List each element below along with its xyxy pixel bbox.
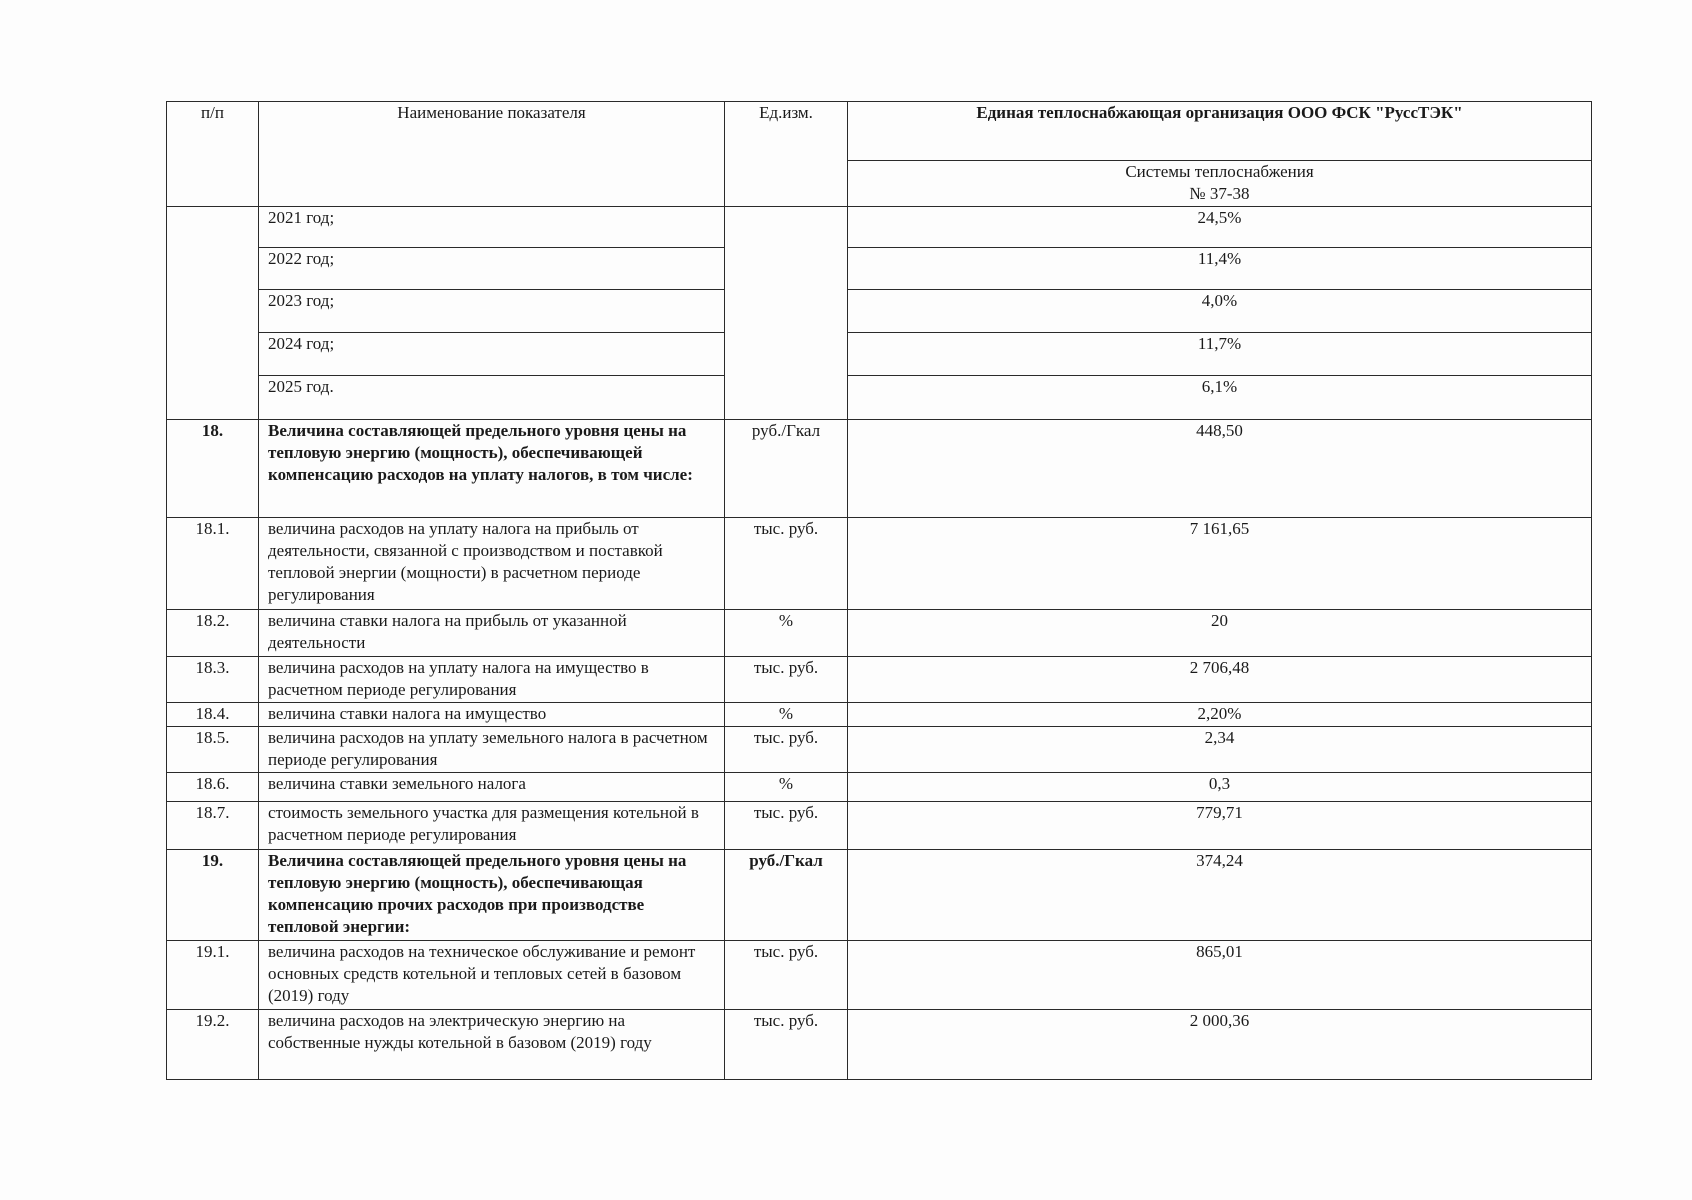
row-unit: тыс. руб. bbox=[725, 941, 848, 1010]
row-num: 18.7. bbox=[167, 802, 259, 850]
table-row bbox=[167, 420, 1592, 518]
row-value: 865,01 bbox=[848, 941, 1592, 1010]
row-name: величина расходов на уплату земельного налога в расчетном периоде регулирования bbox=[259, 727, 725, 773]
year-label: 2023 год; bbox=[259, 290, 725, 333]
row-unit: руб./Гкал bbox=[725, 850, 848, 941]
row-name: стоимость земельного участка для размещения котельной в расчетном периоде регулирования bbox=[259, 802, 725, 850]
row-name: величина расходов на уплату налога на имущество в расчетном периоде регулирования bbox=[259, 657, 725, 703]
table-row bbox=[167, 941, 1592, 1010]
year-value: 24,5% bbox=[848, 207, 1592, 248]
year-label: 2025 год. bbox=[259, 376, 725, 420]
table-row bbox=[167, 802, 1592, 850]
header-org-title: Единая теплоснабжающая организация ООО ФСК "РуссТЭК" bbox=[848, 102, 1592, 161]
table-row bbox=[167, 727, 1592, 773]
row-num: 18. bbox=[167, 420, 259, 518]
row-unit: руб./Гкал bbox=[725, 420, 848, 518]
row-num: 19. bbox=[167, 850, 259, 941]
row-num: 18.3. bbox=[167, 657, 259, 703]
row-name: величина ставки налога на имущество bbox=[259, 703, 725, 727]
table-row bbox=[167, 518, 1592, 610]
row-value: 2,20% bbox=[848, 703, 1592, 727]
row-name: величина ставки налога на прибыль от указанной деятельности bbox=[259, 610, 725, 657]
row-value: 7 161,65 bbox=[848, 518, 1592, 610]
row-name: величина расходов на электрическую энергию на собственные нужды котельной в базовом (2019) году bbox=[259, 1010, 725, 1080]
row-value: 2,34 bbox=[848, 727, 1592, 773]
header-unit: Ед.изм. bbox=[725, 102, 848, 207]
year-rows-unit-cell bbox=[725, 207, 848, 420]
table-row bbox=[167, 850, 1592, 941]
row-name: Величина составляющей предельного уровня цены на тепловую энергию (мощность), обеспечивающая компенсацию прочих расходов при производстве тепловой энергии: bbox=[259, 850, 725, 941]
row-num: 19.2. bbox=[167, 1010, 259, 1080]
row-unit: тыс. руб. bbox=[725, 727, 848, 773]
header-name: Наименование показателя bbox=[259, 102, 725, 207]
row-unit: % bbox=[725, 703, 848, 727]
row-value: 374,24 bbox=[848, 850, 1592, 941]
year-value: 11,4% bbox=[848, 248, 1592, 290]
row-value: 448,50 bbox=[848, 420, 1592, 518]
table-row bbox=[167, 703, 1592, 727]
header-systems bbox=[848, 161, 1592, 207]
year-value: 6,1% bbox=[848, 376, 1592, 420]
row-value: 0,3 bbox=[848, 773, 1592, 802]
row-num: 19.1. bbox=[167, 941, 259, 1010]
year-value: 11,7% bbox=[848, 333, 1592, 376]
row-num: 18.2. bbox=[167, 610, 259, 657]
header-systems-line1: Системы теплоснабжения bbox=[1125, 162, 1314, 181]
year-row bbox=[167, 376, 1592, 420]
year-row bbox=[167, 207, 1592, 248]
header-systems-line2: № 37-38 bbox=[1189, 184, 1250, 203]
row-unit: тыс. руб. bbox=[725, 802, 848, 850]
table-row bbox=[167, 1010, 1592, 1080]
row-num: 18.5. bbox=[167, 727, 259, 773]
year-row bbox=[167, 290, 1592, 333]
row-value: 2 706,48 bbox=[848, 657, 1592, 703]
year-label: 2021 год; bbox=[259, 207, 725, 248]
year-value: 4,0% bbox=[848, 290, 1592, 333]
year-row bbox=[167, 248, 1592, 290]
row-unit: тыс. руб. bbox=[725, 1010, 848, 1080]
row-unit: % bbox=[725, 610, 848, 657]
row-num: 18.6. bbox=[167, 773, 259, 802]
table-row bbox=[167, 657, 1592, 703]
year-row bbox=[167, 333, 1592, 376]
row-name: величина расходов на техническое обслуживание и ремонт основных средств котельной и тепловых сетей в базовом (2019) году bbox=[259, 941, 725, 1010]
year-rows-num-cell bbox=[167, 207, 259, 420]
header-row-1 bbox=[167, 102, 1592, 161]
table-row bbox=[167, 610, 1592, 657]
row-unit: тыс. руб. bbox=[725, 518, 848, 610]
row-unit: % bbox=[725, 773, 848, 802]
row-num: 18.1. bbox=[167, 518, 259, 610]
year-label: 2024 год; bbox=[259, 333, 725, 376]
row-value: 2 000,36 bbox=[848, 1010, 1592, 1080]
table-row bbox=[167, 773, 1592, 802]
row-value: 20 bbox=[848, 610, 1592, 657]
row-name: величина ставки земельного налога bbox=[259, 773, 725, 802]
tariff-table bbox=[166, 101, 1592, 1080]
year-label: 2022 год; bbox=[259, 248, 725, 290]
row-name: Величина составляющей предельного уровня цены на тепловую энергию (мощность), обеспечивающей компенсацию расходов на уплату налогов, в том числе: bbox=[259, 420, 725, 518]
row-name: величина расходов на уплату налога на прибыль от деятельности, связанной с производством и поставкой тепловой энергии (мощности) в расчетном периоде регулирования bbox=[259, 518, 725, 610]
header-num: п/п bbox=[167, 102, 259, 207]
row-num: 18.4. bbox=[167, 703, 259, 727]
row-unit: тыс. руб. bbox=[725, 657, 848, 703]
row-value: 779,71 bbox=[848, 802, 1592, 850]
